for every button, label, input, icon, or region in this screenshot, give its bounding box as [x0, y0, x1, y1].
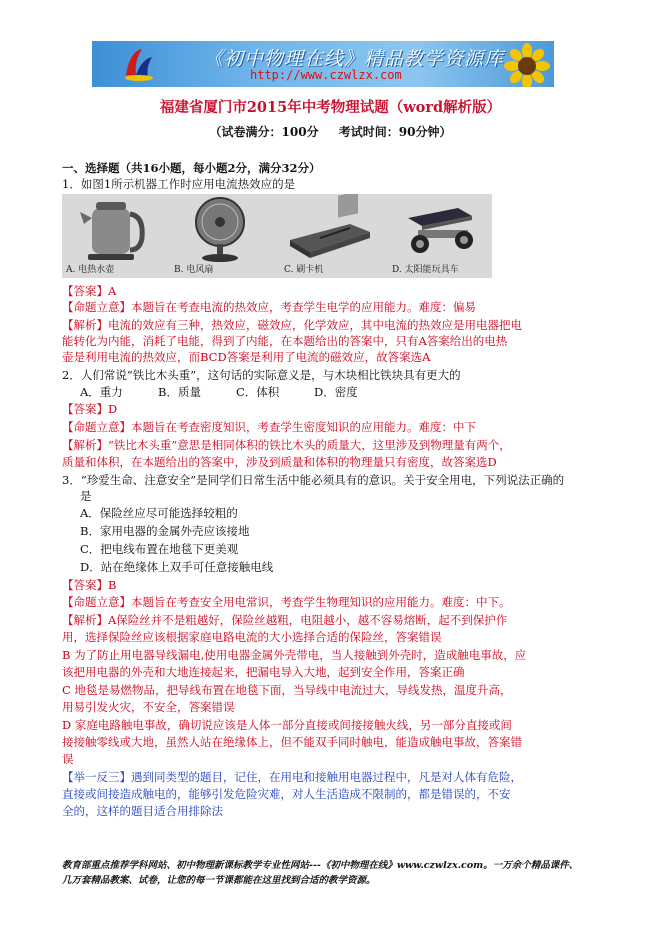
q3-analysis-line: B 为了防止用电器导线漏电,使用电器金属外壳带电，当人接触到外壳时，造成触电事故，应 — [62, 648, 527, 662]
section-heading: 一、选择题（共16小题，每小题2分，满分32分） — [62, 161, 321, 175]
q3-option: B．家用电器的金属外壳应该接地 — [80, 524, 250, 538]
document-title: 福建省厦门市2015年中考物理试题（word解析版） — [159, 99, 502, 116]
q3-option: A．保险丝应尽可能选择较粗的 — [80, 506, 238, 520]
figure-solar-car — [388, 194, 488, 278]
q3-analysis-line: 接接触零线或大地，虽然人站在绝缘体上，但不能双手同时触电，能造成触电事故，答案错 — [62, 735, 522, 749]
q3-analysis-line: 用易引发火灾，不安全，答案错误 — [62, 700, 235, 714]
q1-analysis-line: 能转化为内能，消耗了电能，得到了内能，在本题给出的答案中，只有A答案给出的电热 — [62, 334, 508, 348]
footer-line: 教育部重点推荐学科网站、初中物理新课标教学专业性网站---《初中物理在线》www.czwlzx.com。一万余个精品课件、 — [62, 860, 579, 871]
q2-analysis-line: 质量和体积，在本题给出的答案中，涉及到质量和体积的物理量只有密度，故答案选D — [62, 455, 497, 469]
figure-fan — [170, 194, 270, 278]
caption-b: B. 电风扇 — [174, 265, 214, 275]
header-banner — [92, 41, 554, 87]
q3-analysis-line: 【解析】A保险丝并不是粗越好，保险丝越粗，电阻越小，越不容易熔断，起不到保护作 — [62, 613, 508, 627]
q3-extension-line: 【举一反三】遇到同类型的题目，记住，在用电和接触用电器过程中，凡是对人体有危险， — [62, 770, 522, 784]
sunflower-icon — [504, 43, 550, 87]
q3-analysis-line: 该把用电器的外壳和大地连接起来，把漏电导入大地，起到安全作用，答案正确 — [62, 665, 465, 679]
q3-option: D．站在绝缘体上双手可任意接触电线 — [80, 560, 274, 574]
q2-option: C．体积 — [236, 385, 280, 399]
caption-a: A. 电热水壶 — [66, 265, 115, 275]
q3-analysis-line: C 地毯是易燃物品，把导线布置在地毯下面，当导线中电流过大，导线发热，温度升高， — [62, 683, 512, 697]
q1-analysis-line: 【解析】电流的效应有三种，热效应，磁效应，化学效应，其中电流的热效应是用电器把电 — [62, 318, 522, 332]
q3-extension-line: 全的，这样的题目适合用排除法 — [62, 804, 223, 818]
q3-extension-line: 直接或间接造成触电的，能够引发危险灾难，对人生活造成不限制的，都是错误的，不安 — [62, 787, 511, 801]
banner-title: 《初中物理在线》精品教学资源库 — [204, 48, 505, 70]
figure-card-reader — [280, 194, 380, 278]
q1-figure — [62, 194, 492, 278]
q3-text-cont: 是 — [80, 489, 92, 503]
q3-analysis-line: 误 — [62, 752, 74, 766]
q3-answer: 【答案】B — [62, 578, 117, 592]
card-reader-icon — [280, 194, 380, 264]
q3-option: C．把电线布置在地毯下更美观 — [80, 542, 239, 556]
q3-text: 3．“珍爱生命、注意安全”是同学们日常生活中能必须具有的意识。关于安全用电，下列说法正确的 — [62, 473, 565, 487]
logo-icon — [122, 45, 156, 83]
banner-url[interactable]: http://www.czwlzx.com — [250, 68, 402, 82]
q2-option: A．重力 — [80, 385, 123, 399]
q1-answer: 【答案】A — [62, 284, 117, 298]
footer-line: 几万套精品教案、试卷，让您的每一节课都能在这里找到合适的教学资源。 — [62, 875, 376, 886]
caption-c: C. 刷卡机 — [284, 265, 324, 275]
kettle-icon — [62, 194, 162, 264]
q2-option: B．质量 — [158, 385, 201, 399]
caption-d: D. 太阳能玩具车 — [392, 265, 459, 275]
q3-intent: 【命题立意】本题旨在考查安全用电常识，考查学生物理知识的应用能力。难度：中下。 — [62, 595, 511, 609]
exam-score: （试卷满分：100分 — [209, 125, 319, 139]
q3-analysis-line: 用，选择保险丝应该根据家庭电路电流的大小选择合适的保险丝，答案错误 — [62, 630, 442, 644]
page-footer — [62, 858, 602, 888]
fan-icon — [170, 194, 270, 264]
q3-analysis-line: D 家庭电路触电事故，确切说应该是人体一部分直接或间接接触火线，另一部分直接或间 — [62, 718, 512, 732]
figure-kettle — [62, 194, 162, 278]
q2-intent: 【命题立意】本题旨在考查密度知识，考查学生密度知识的应用能力。难度：中下 — [62, 420, 476, 434]
q1-analysis-line: 壶是利用电流的热效应，而BCD答案是利用了电流的磁效应，故答案选A — [62, 350, 431, 364]
q2-text: 2．人们常说“铁比木头重”，这句话的实际意义是，与木块相比铁块具有更大的 — [62, 368, 461, 382]
exam-time: 考试时间：90分钟） — [338, 125, 452, 139]
q2-answer: 【答案】D — [62, 402, 118, 416]
q2-option: D．密度 — [314, 385, 358, 399]
solar-car-icon — [388, 194, 488, 264]
q1-text: 1．如图1所示机器工作时应用电流热效应的是 — [62, 177, 296, 191]
q1-intent: 【命题立意】本题旨在考查电流的热效应，考查学生电学的应用能力。难度：偏易 — [62, 300, 476, 314]
q2-analysis-line: 【解析】“铁比木头重”意思是相同体积的铁比木头的质量大，这里涉及到物理量有两个， — [62, 438, 511, 452]
exam-info — [0, 123, 661, 140]
